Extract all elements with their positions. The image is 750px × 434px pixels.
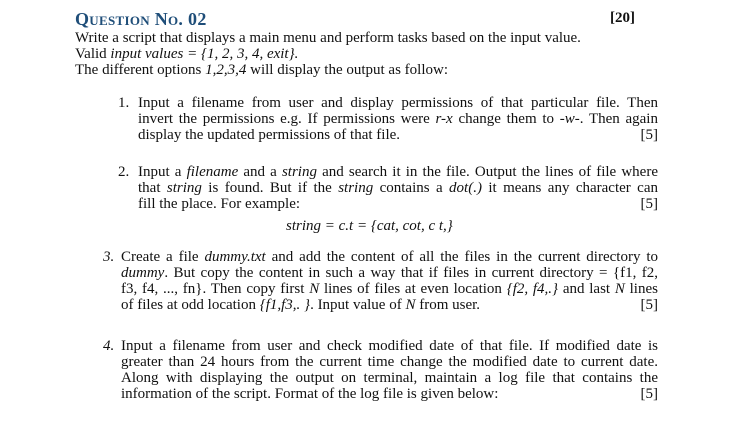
task-number: 3. xyxy=(103,249,115,265)
example-equation: string = c.t = {cat, cot, c t,} xyxy=(286,218,453,234)
task-item-3 xyxy=(103,249,658,321)
question-marks: [20] xyxy=(610,10,635,26)
task-text: Input a filename and a string and search it in the file. Output the lines of file where that string is found. But if the string contains a dot(.) it means any character can fill the place. For example: [5] xyxy=(138,164,658,212)
task-number: 4. xyxy=(103,338,115,354)
task-marks: [5] xyxy=(640,386,658,402)
task-item-1 xyxy=(118,95,658,151)
task-text: Create a file dummy.txt and add the content of all the files in the current directory to dummy. But copy the content in such a way that if files in current directory = {f1, f2, f3, f4, ..., fn}. Then copy first N lines of files at even location {f2, f4,.} and last N lines of files at odd location {f1,f3,. }. Input value of N from user. [5] xyxy=(121,249,658,313)
task-number: 2. xyxy=(118,164,130,180)
task-marks: [5] xyxy=(640,297,658,313)
task-item-2 xyxy=(118,164,658,236)
task-text: Input a filename from user and check modified date of that file. If modified date is greater than 24 hours from the current time change the modified date to current date. Along with displaying the output on terminal, maintain a log file that contains the information of the script. Format of the log file is given below: [5] xyxy=(121,338,658,402)
task-item-4 xyxy=(103,338,658,410)
question-intro xyxy=(75,30,655,78)
task-number: 1. xyxy=(118,95,130,111)
question-title: Question No. 02 xyxy=(75,9,207,29)
task-marks: [5] xyxy=(640,127,658,143)
task-marks: [5] xyxy=(640,196,658,212)
intro-line-3: The different options 1,2,3,4 will display the output as follow: xyxy=(75,62,449,78)
task-text: Input a filename from user and display permissions of that particular file. Then invert the permissions e.g. If permissions were r-x change them to -w-. Then again display the updated permissions of that file. [5] xyxy=(138,95,658,143)
intro-line-1: Write a script that displays a main menu and perform tasks based on the input value. xyxy=(75,30,581,46)
question-header xyxy=(75,9,635,31)
intro-line-2: Valid input values = {1, 2, 3, 4, exit}. xyxy=(75,46,299,62)
